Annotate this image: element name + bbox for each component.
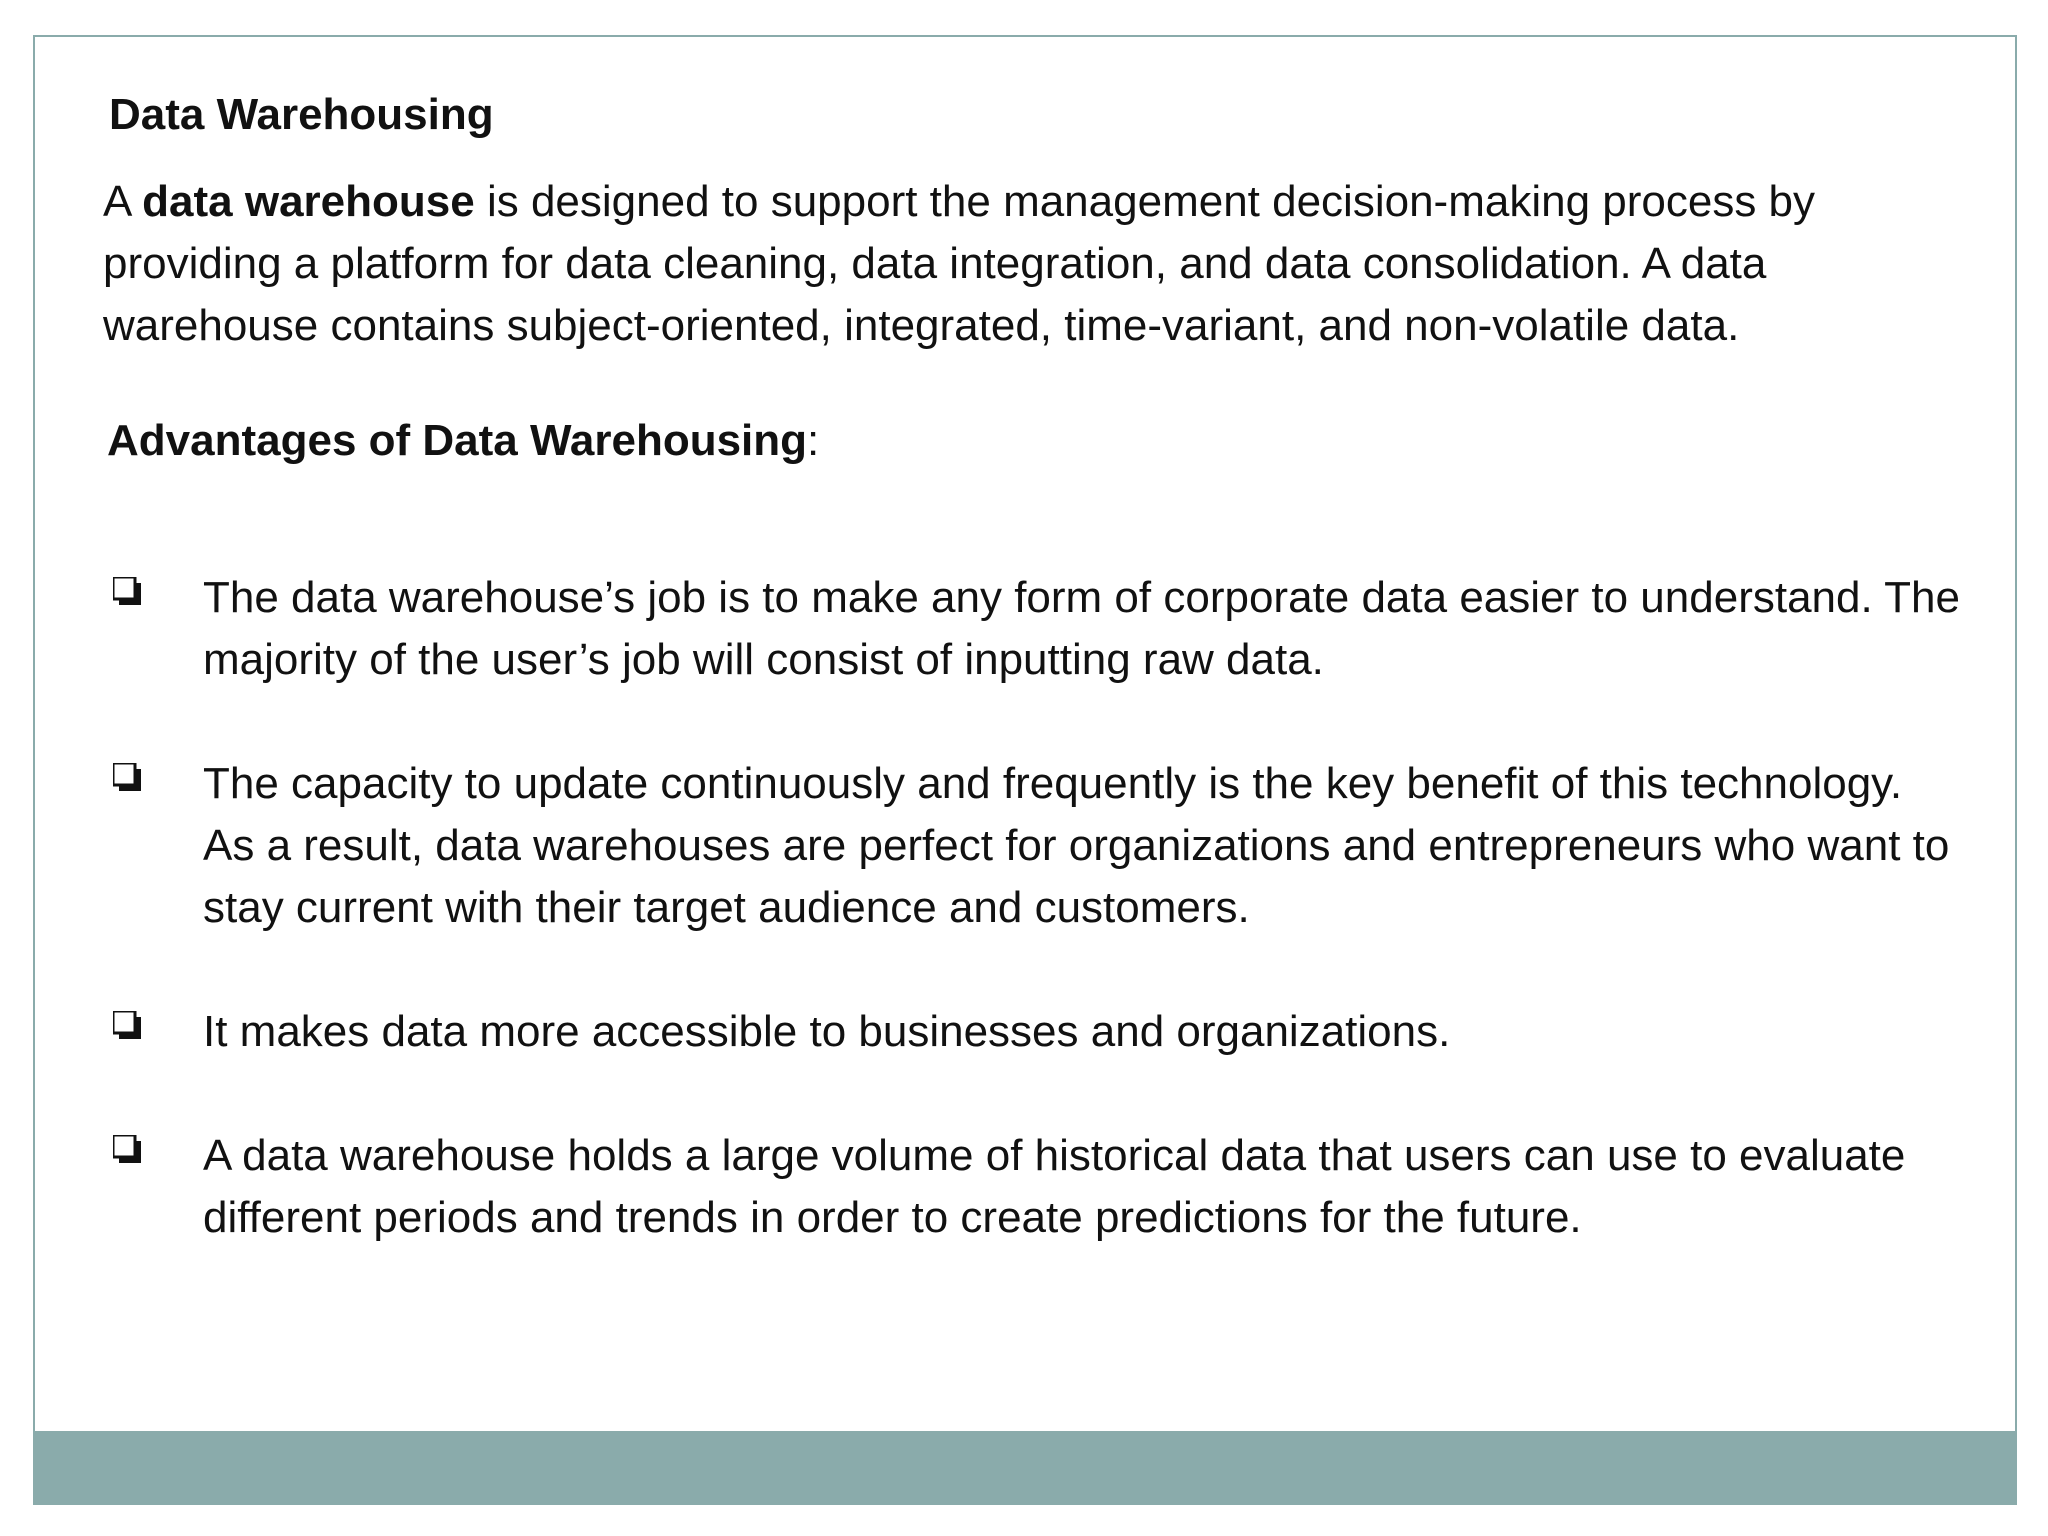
list-item-text: The data warehouse’s job is to make any form of corporate data easier to understand. The majority of the user’s job will consist of inputting raw data. bbox=[203, 573, 1960, 684]
advantages-heading bbox=[107, 415, 819, 468]
checkbox-square-icon bbox=[113, 1011, 141, 1039]
list-item-text: It makes data more accessible to businesses and organizations. bbox=[203, 1007, 1451, 1056]
checkbox-square-icon bbox=[113, 1135, 141, 1163]
checkbox-square-icon bbox=[113, 577, 141, 605]
intro-prefix: A bbox=[103, 177, 143, 226]
intro-rest: is designed to support the management decision-making process by providing a platform for data cleaning, data integration, and data consolidation. A data warehouse contains subject-oriented, integrated, time-variant, and non-volatile data. bbox=[103, 177, 1816, 350]
checkbox-square-icon bbox=[113, 763, 141, 791]
list-item-text: The capacity to update continuously and frequently is the key benefit of this technology. As a result, data warehouses are perfect for organizations and entrepreneurs who want to stay current with their target audience and customers. bbox=[203, 759, 1950, 932]
intro-paragraph bbox=[103, 171, 1983, 357]
slide bbox=[33, 35, 2017, 1505]
slide-title: Data Warehousing bbox=[109, 90, 494, 139]
footer-bar bbox=[35, 1431, 2015, 1503]
list-item-text: A data warehouse holds a large volume of historical data that users can use to evaluate different periods and trends in order to create predictions for the future. bbox=[203, 1131, 1906, 1242]
advantages-heading-suffix: : bbox=[807, 416, 820, 465]
advantages-heading-bold: Advantages of Data Warehousing bbox=[107, 416, 808, 465]
intro-bold-term: data warehouse bbox=[142, 177, 475, 226]
